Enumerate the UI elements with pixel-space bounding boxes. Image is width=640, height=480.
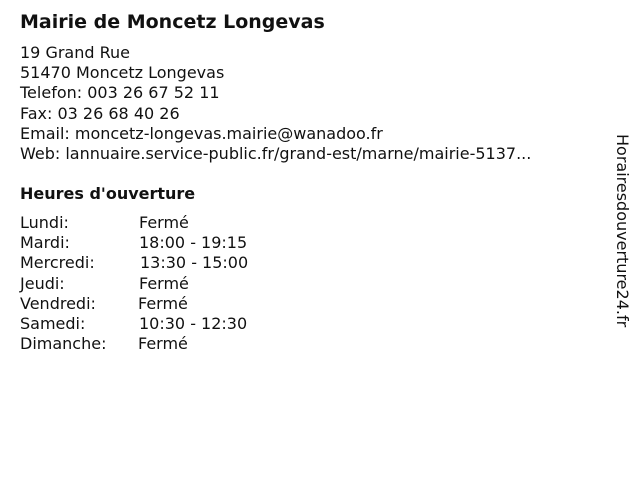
brand-watermark: Horairesdouverture24.fr — [613, 134, 632, 328]
phone-number: Telefon: 003 26 67 52 11 — [20, 83, 220, 103]
opening-hours-heading: Heures d'ouverture — [20, 184, 196, 203]
fax-number: Fax: 03 26 68 40 26 — [20, 103, 180, 123]
time-value: Fermé — [138, 293, 188, 313]
email-address: Email: moncetz-longevas.mairie@wanadoo.fr — [20, 123, 383, 143]
time-value: Fermé — [138, 334, 188, 354]
time-value: 10:30 - 12:30 — [139, 313, 248, 333]
address-city: 51470 Moncetz Longevas — [20, 63, 225, 83]
page-title: Mairie de Moncetz Longevas — [20, 11, 325, 33]
time-value: Fermé — [139, 273, 189, 293]
time-value: Fermé — [139, 213, 189, 232]
website-url: Web: lannuaire.service-public.fr/grand-est/marne/mairie-5137... — [20, 144, 532, 164]
day-label: Vendredi: — [20, 293, 96, 313]
day-label: Mardi: — [20, 233, 70, 253]
time-value: 18:00 - 19:15 — [139, 233, 248, 253]
day-label: Dimanche: — [20, 334, 107, 354]
day-label: Lundi: — [20, 213, 69, 232]
day-label: Jeudi: — [20, 273, 65, 293]
day-label: Mercredi: — [20, 253, 95, 273]
day-label: Samedi: — [20, 313, 86, 333]
address-street: 19 Grand Rue — [20, 43, 130, 62]
contact-block — [20, 43, 531, 164]
time-value: 13:30 - 15:00 — [140, 253, 249, 273]
